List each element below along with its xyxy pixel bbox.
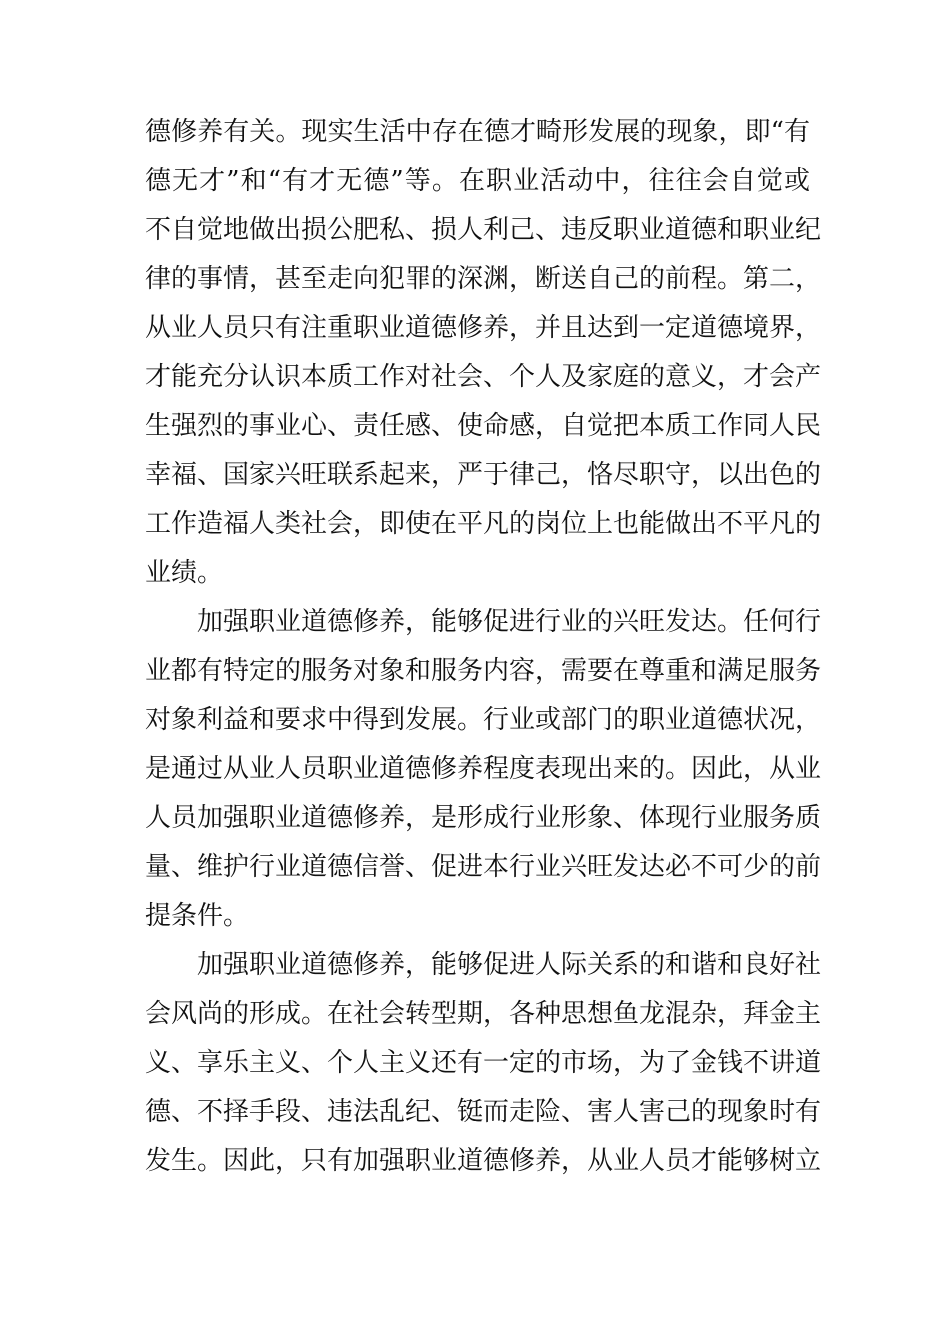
text-line: 对象利益和要求中得到发展。行业或部门的职业道德状况，: [145, 705, 822, 735]
text-line: 德无才”和“有才无德”等。在职业活动中，往往会自觉或: [145, 166, 810, 196]
paragraph-1: [145, 108, 822, 598]
text-line: 从业人员只有注重职业道德修养，并且达到一定道德境界，: [145, 313, 822, 343]
text-line: 才能充分认识本质工作对社会、个人及家庭的意义，才会产: [145, 362, 822, 392]
text-line: 德修养有关。现实生活中存在德才畸形发展的现象，即“有: [145, 117, 810, 147]
text-line: 律的事情，甚至走向犯罪的深渊，断送自己的前程。第二，: [145, 264, 822, 294]
paragraph-2: [145, 598, 822, 941]
text-line: 发生。因此，只有加强职业道德修养，从业人员才能够树立: [145, 1146, 822, 1176]
paragraph-3: [145, 941, 822, 1186]
text-line: 工作造福人类社会，即使在平凡的岗位上也能做出不平凡的: [145, 509, 822, 539]
text-line: 提条件。: [145, 901, 250, 931]
text-line: 德、不择手段、违法乱纪、铤而走险、害人害己的现象时有: [145, 1097, 822, 1127]
text-line: 义、享乐主义、个人主义还有一定的市场，为了金钱不讲道: [145, 1048, 822, 1078]
text-line: 业都有特定的服务对象和服务内容，需要在尊重和满足服务: [145, 656, 822, 686]
document-page: [145, 108, 822, 1186]
text-line: 是通过从业人员职业道德修养程度表现出来的。因此，从业: [145, 754, 822, 784]
text-line: 幸福、国家兴旺联系起来，严于律己，恪尽职守，以出色的: [145, 460, 822, 490]
text-line: 业绩。: [145, 558, 224, 588]
text-line: 会风尚的形成。在社会转型期，各种思想鱼龙混杂，拜金主: [145, 999, 822, 1029]
text-line: 人员加强职业道德修养，是形成行业形象、体现行业服务质: [145, 803, 822, 833]
text-line: 生强烈的事业心、责任感、使命感，自觉把本质工作同人民: [145, 411, 822, 441]
text-line: 量、维护行业道德信誉、促进本行业兴旺发达必不可少的前: [145, 852, 822, 882]
text-line: 加强职业道德修养，能够促进人际关系的和谐和良好社: [197, 950, 822, 980]
text-line: 加强职业道德修养，能够促进行业的兴旺发达。任何行: [197, 607, 822, 637]
text-line: 不自觉地做出损公肥私、损人利己、违反职业道德和职业纪: [145, 215, 822, 245]
